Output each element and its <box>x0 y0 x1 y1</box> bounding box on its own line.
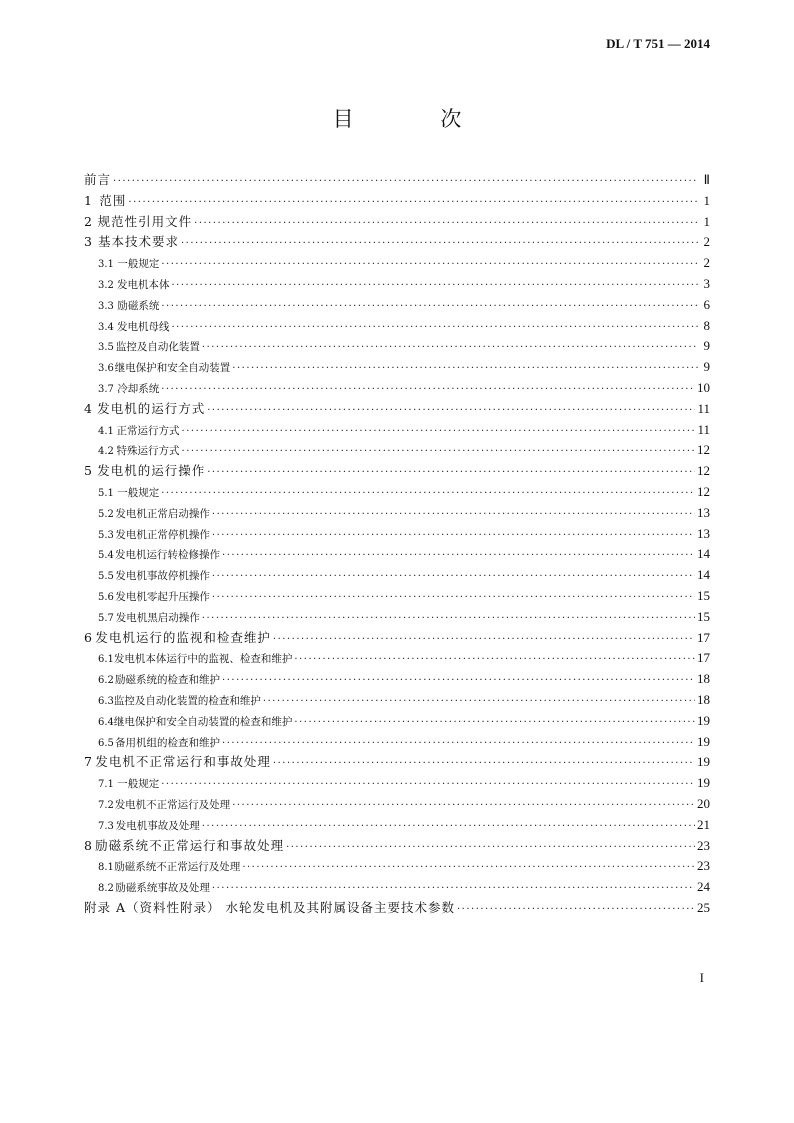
toc-dot-leader <box>113 172 698 193</box>
toc-dot-leader <box>222 671 695 692</box>
toc-entry[interactable] <box>84 669 710 690</box>
toc-entry-number: 8 <box>84 837 92 853</box>
toc-entry-page: 13 <box>697 525 710 541</box>
toc-entry-label: 范围 <box>99 192 127 208</box>
toc-entry[interactable] <box>84 898 710 919</box>
toc-dot-leader <box>212 505 695 526</box>
toc-entry-label: 发电机零起升压操作 <box>115 590 210 603</box>
toc-entry-number: 3.4 <box>98 321 114 333</box>
toc-entry-number: 6.2 <box>98 675 114 687</box>
toc-entry[interactable] <box>84 191 710 212</box>
toc-dot-leader <box>457 900 695 921</box>
toc-entry-page: 18 <box>697 671 710 687</box>
toc-entry-number: 7.1 <box>98 779 114 791</box>
toc-entry-label: 监控及自动化装置 <box>115 341 200 354</box>
toc-entry-page: 6 <box>703 296 710 312</box>
toc-dot-leader <box>212 588 695 609</box>
toc-entry-page: 2 <box>703 234 710 250</box>
toc-dot-leader <box>161 380 695 401</box>
toc-entry[interactable] <box>84 232 710 253</box>
toc-entry-label: 励磁系统 <box>117 299 160 312</box>
toc-dot-leader <box>232 359 698 380</box>
toc-entry-page: 8 <box>703 317 710 333</box>
toc-entry[interactable] <box>84 295 710 316</box>
toc-entry-label: 前言 <box>84 172 112 187</box>
standard-code: DL / T 751 — 2014 <box>606 36 710 51</box>
toc-dot-leader <box>202 609 695 630</box>
toc-dot-leader <box>128 193 698 214</box>
toc-entry-number: 6.4 <box>98 716 114 728</box>
toc-entry-number: 3.7 <box>98 383 114 395</box>
toc-dot-leader <box>273 630 695 651</box>
toc-entry-label: 发电机运行转检修操作 <box>115 549 221 562</box>
toc-dot-leader <box>263 692 695 713</box>
toc-dot-leader <box>202 338 698 359</box>
toc-dot-leader <box>161 775 695 796</box>
toc-entry-page: 19 <box>697 712 710 728</box>
toc-entry-label: 励磁系统不正常运行及处理 <box>114 861 241 874</box>
toc-entry-number: 5.1 <box>98 487 114 499</box>
toc-entry-label: 发电机母线 <box>116 320 170 333</box>
toc-dot-leader <box>232 796 695 817</box>
toc-entry-label: 发电机本体运行中的监视、检查和维护 <box>113 653 293 666</box>
toc-entry[interactable] <box>84 690 710 711</box>
toc-entry[interactable] <box>84 773 710 794</box>
toc-entry[interactable] <box>84 253 710 274</box>
toc-entry-label: 励磁系统事故及处理 <box>115 882 210 895</box>
toc-entry-label: 励磁系统的检查和维护 <box>115 674 221 687</box>
toc-dot-leader <box>212 526 695 547</box>
toc-entry-label: 发电机的运行方式 <box>97 400 206 416</box>
toc-dot-leader <box>207 401 695 422</box>
toc-entry-number: 8.2 <box>98 883 114 895</box>
toc-entry-page: 1 <box>703 213 710 229</box>
toc-entry-label: 继电保护和安全自动装置的检查和维护 <box>113 715 293 728</box>
toc-entry[interactable] <box>84 503 710 524</box>
toc-entry[interactable] <box>84 170 710 191</box>
toc-entry-page: 15 <box>697 587 710 603</box>
toc-entry-label: 发电机事故及处理 <box>115 819 200 832</box>
toc-entry-number: 7.3 <box>98 820 114 832</box>
page-title: 目 次 <box>332 107 502 131</box>
toc-entry-page: 12 <box>697 463 710 479</box>
page-number: I <box>699 970 704 985</box>
toc-entry[interactable] <box>84 482 710 503</box>
toc-dot-leader <box>182 442 695 463</box>
toc-entry[interactable] <box>84 607 710 628</box>
toc-entry-number: 3.6 <box>98 363 114 375</box>
toc-entry-label: 附录 A（资料性附录） 水轮发电机及其附属设备主要技术参数 <box>84 899 455 915</box>
toc-entry[interactable] <box>84 628 710 649</box>
toc-entry-label: 励磁系统不正常运行和事故处理 <box>95 837 285 853</box>
toc-entry[interactable] <box>84 565 710 586</box>
toc-entry-number: 6 <box>84 629 92 645</box>
toc-entry-page: 12 <box>697 442 710 458</box>
toc-entry-number: 1 <box>84 192 92 208</box>
toc-entry-number: 4.1 <box>98 425 114 437</box>
toc-entry[interactable] <box>84 815 710 836</box>
toc-entry[interactable] <box>84 648 710 669</box>
toc-entry[interactable] <box>84 440 710 461</box>
toc-entry[interactable] <box>84 877 710 898</box>
toc-entry-label: 发电机不正常运行及处理 <box>114 798 231 811</box>
toc-entry-number: 5.6 <box>98 591 114 603</box>
toc-entry-page: 25 <box>697 899 710 915</box>
toc-entry-label: 发电机不正常运行和事故处理 <box>95 754 271 770</box>
toc-entry-number: 7.2 <box>98 799 114 811</box>
toc-entry-number: 5.7 <box>98 612 114 624</box>
toc-entry-number: 7 <box>84 754 92 770</box>
toc-entry-page: 1 <box>703 192 710 208</box>
toc-entry-page: 23 <box>697 837 710 853</box>
toc-entry-page: 10 <box>697 379 710 395</box>
toc-entry-number: 3.1 <box>98 259 114 271</box>
toc-entry-number: 8.1 <box>98 862 114 874</box>
toc-entry-number: 6.1 <box>98 654 114 666</box>
toc-entry-label: 基本技术要求 <box>97 234 179 250</box>
toc-entry[interactable] <box>84 586 710 607</box>
toc-entry[interactable] <box>84 357 710 378</box>
table-of-contents <box>84 170 710 919</box>
toc-entry[interactable] <box>84 544 710 565</box>
toc-entry-page: 18 <box>697 691 710 707</box>
toc-entry[interactable] <box>84 794 710 815</box>
toc-dot-leader <box>161 255 698 276</box>
toc-entry-page: 17 <box>697 629 710 645</box>
toc-entry-page: 11 <box>697 400 710 416</box>
toc-entry-page: 19 <box>697 733 710 749</box>
toc-entry-number: 6.5 <box>98 737 114 749</box>
toc-entry-label: 规范性引用文件 <box>97 213 193 229</box>
toc-entry-label: 一般规定 <box>117 258 160 271</box>
toc-entry[interactable] <box>84 378 710 399</box>
toc-entry[interactable] <box>84 732 710 753</box>
toc-entry-page: 3 <box>703 275 710 291</box>
toc-entry-number: 5.5 <box>98 571 114 583</box>
toc-dot-leader <box>212 879 695 900</box>
toc-entry-label: 发电机事故停机操作 <box>115 570 210 583</box>
toc-dot-leader <box>222 734 695 755</box>
toc-entry-page: 9 <box>703 338 710 354</box>
toc-dot-leader <box>161 297 698 318</box>
toc-entry-page: 21 <box>697 816 710 832</box>
toc-entry-page: 11 <box>697 421 710 437</box>
toc-entry-page: 2 <box>703 255 710 271</box>
toc-entry[interactable] <box>84 274 710 295</box>
toc-entry[interactable] <box>84 711 710 732</box>
toc-entry-number: 3.3 <box>98 300 114 312</box>
toc-entry-page: 9 <box>703 359 710 375</box>
toc-dot-leader <box>171 276 698 297</box>
toc-entry-page: 20 <box>697 795 710 811</box>
toc-entry[interactable] <box>84 336 710 357</box>
toc-entry[interactable] <box>84 752 710 773</box>
toc-dot-leader <box>286 838 695 859</box>
toc-dot-leader <box>161 484 695 505</box>
toc-entry-number: 3 <box>84 234 92 250</box>
toc-dot-leader <box>212 567 695 588</box>
toc-dot-leader <box>294 650 695 671</box>
toc-dot-leader <box>194 214 698 235</box>
toc-entry-label: 一般规定 <box>117 778 160 791</box>
toc-entry[interactable] <box>84 399 710 420</box>
toc-entry-page: 24 <box>697 879 710 895</box>
toc-entry[interactable] <box>84 461 710 482</box>
toc-dot-leader <box>222 546 695 567</box>
toc-entry-number: 4 <box>84 400 92 416</box>
toc-entry-label: 发电机本体 <box>116 278 170 291</box>
toc-dot-leader <box>273 754 695 775</box>
toc-entry[interactable] <box>84 524 710 545</box>
toc-entry-number: 4.2 <box>98 446 114 458</box>
toc-entry-label: 特殊运行方式 <box>116 445 180 458</box>
toc-entry-page: 14 <box>697 546 710 562</box>
toc-entry-label: 发电机的运行操作 <box>97 463 206 479</box>
toc-entry[interactable] <box>84 316 710 337</box>
toc-entry-label: 发电机正常停机操作 <box>115 528 210 541</box>
toc-entry-label: 冷却系统 <box>117 382 160 395</box>
toc-entry-page: 19 <box>697 754 710 770</box>
toc-entry-label: 一般规定 <box>117 486 160 499</box>
toc-dot-leader <box>202 817 695 838</box>
toc-entry-label: 继电保护和安全自动装置 <box>114 362 231 375</box>
toc-entry-page: 23 <box>697 858 710 874</box>
toc-entry-page: 17 <box>697 650 710 666</box>
toc-entry-label: 发电机运行的监视和检查维护 <box>95 629 271 645</box>
toc-entry-label: 发电机正常启动操作 <box>115 507 210 520</box>
toc-entry[interactable] <box>84 212 710 233</box>
toc-entry-page: Ⅱ <box>703 172 710 187</box>
toc-dot-leader <box>207 463 695 484</box>
toc-entry-label: 监控及自动化装置的检查和维护 <box>113 694 261 707</box>
toc-entry-number: 2 <box>84 213 92 229</box>
toc-entry-page: 13 <box>697 504 710 520</box>
toc-entry[interactable] <box>84 836 710 857</box>
toc-entry-number: 5.3 <box>98 529 114 541</box>
toc-entry-number: 3.2 <box>98 279 114 291</box>
toc-dot-leader <box>294 713 695 734</box>
toc-entry-number: 3.5 <box>98 342 114 354</box>
toc-entry-number: 5 <box>84 463 92 479</box>
toc-entry[interactable] <box>84 856 710 877</box>
toc-entry-label: 发电机黑启动操作 <box>115 611 200 624</box>
toc-entry-page: 15 <box>697 608 710 624</box>
toc-entry-page: 19 <box>697 775 710 791</box>
toc-entry-page: 14 <box>697 567 710 583</box>
toc-dot-leader <box>171 318 698 339</box>
toc-entry-label: 正常运行方式 <box>116 424 180 437</box>
toc-entry-label: 备用机组的检查和维护 <box>115 736 221 749</box>
toc-entry-number: 5.2 <box>98 508 114 520</box>
toc-dot-leader <box>181 234 698 255</box>
toc-entry[interactable] <box>84 420 710 441</box>
toc-dot-leader <box>182 422 696 443</box>
toc-entry-page: 12 <box>697 483 710 499</box>
toc-entry-number: 5.4 <box>98 550 114 562</box>
toc-dot-leader <box>242 858 695 879</box>
toc-entry-number: 6.3 <box>98 695 114 707</box>
